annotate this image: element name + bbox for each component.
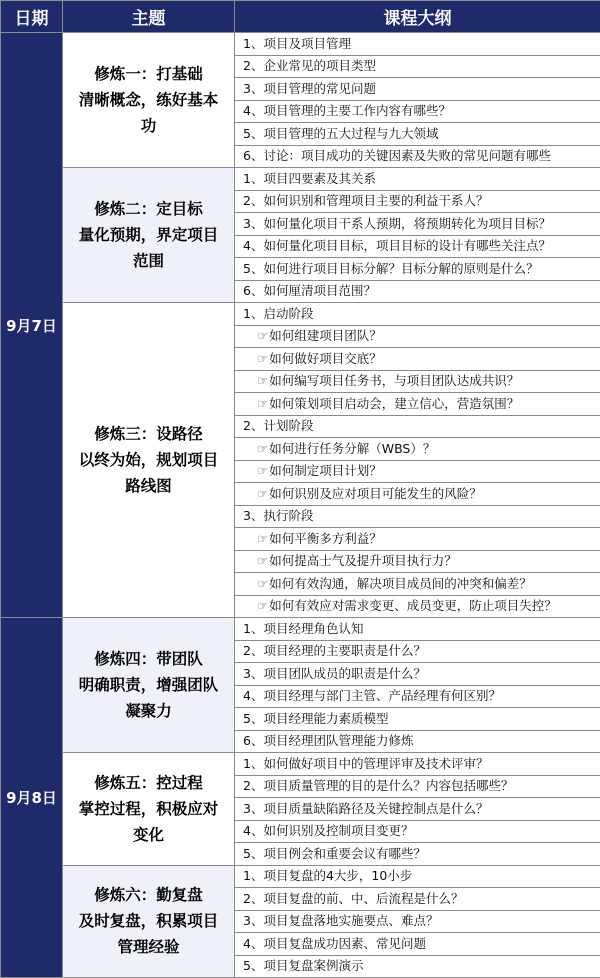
outline-item-text: 如何组建项目团队？ — [269, 328, 382, 343]
outline-item-text: 如何有效沟通，解决项目成员间的冲突和偏差？ — [269, 576, 532, 591]
outline-item-text: 6、如何厘清项目范围？ — [243, 283, 376, 298]
pointing-hand-icon: ☞ — [257, 486, 268, 501]
outline-item — [235, 235, 600, 258]
outline-item — [235, 798, 600, 821]
topic-cell: 修炼四：带团队 明确职责，增强团队 凝聚力 — [63, 618, 235, 753]
outline-item-text: 3、项目团队成员的职责是什么？ — [243, 666, 426, 681]
outline-subitem — [235, 595, 600, 618]
outline-item-text: 3、项目复盘落地实施要点、难点？ — [243, 913, 438, 928]
outline-item-text: 1、启动阶段 — [243, 306, 313, 321]
outline-item — [235, 280, 600, 303]
outline-item — [235, 258, 600, 281]
outline-item — [235, 955, 600, 978]
outline-subitem — [235, 370, 600, 393]
date-cell: 9月7日 — [1, 33, 63, 618]
header-topic: 主题 — [63, 1, 235, 33]
outline-item-text: 1、如何做好项目中的管理评审及技术评审？ — [243, 756, 488, 771]
outline-subitem — [235, 573, 600, 596]
pointing-hand-icon: ☞ — [257, 328, 268, 343]
outline-item — [235, 55, 600, 78]
outline-item-text: 如何制定项目计划？ — [269, 463, 382, 478]
outline-item-text: 4、项目管理的主要工作内容有哪些？ — [243, 103, 451, 118]
pointing-hand-icon: ☞ — [257, 576, 268, 591]
table-row — [1, 33, 600, 56]
outline-item-text: 如何进行任务分解（WBS）？ — [269, 441, 435, 456]
outline-subitem — [235, 483, 600, 506]
outline-item — [235, 843, 600, 866]
outline-item-text: 5、项目管理的五大过程与九大领域 — [243, 126, 438, 141]
outline-item — [235, 618, 600, 641]
outline-item-text: 1、项目复盘的4大步，10小步 — [243, 868, 412, 883]
outline-item-text: 2、项目经理的主要职责是什么？ — [243, 643, 426, 658]
outline-item-text: 3、执行阶段 — [243, 508, 313, 523]
outline-item-text: 4、如何量化项目目标，项目目标的设计有哪些关注点？ — [243, 238, 551, 253]
outline-item-text: 如何策划项目启动会，建立信心，营造氛围？ — [269, 396, 519, 411]
outline-item — [235, 123, 600, 146]
outline-item — [235, 820, 600, 843]
table-row — [1, 753, 600, 776]
outline-item — [235, 100, 600, 123]
header-date: 日期 — [1, 1, 63, 33]
topic-cell: 修炼三：设路径 以终为始，规划项目 路线图 — [63, 303, 235, 618]
outline-item — [235, 303, 600, 326]
header-outline: 课程大纲 — [235, 1, 600, 33]
outline-item — [235, 640, 600, 663]
topic-cell: 修炼六：勤复盘 及时复盘，积累项目 管理经验 — [63, 865, 235, 978]
outline-item — [235, 708, 600, 731]
outline-item — [235, 888, 600, 911]
outline-item — [235, 168, 600, 191]
outline-item-text: 5、项目例会和重要会议有哪些？ — [243, 846, 426, 861]
outline-item-text: 6、项目经理团队管理能力修炼 — [243, 733, 413, 748]
outline-subitem — [235, 528, 600, 551]
table-body — [1, 33, 600, 978]
outline-item-text: 2、企业常见的项目类型 — [243, 58, 376, 73]
outline-item-text: 4、如何识别及控制项目变更？ — [243, 823, 413, 838]
outline-item-text: 2、如何识别和管理项目主要的利益干系人？ — [243, 193, 488, 208]
outline-item-text: 如何平衡多方利益？ — [269, 531, 382, 546]
outline-item — [235, 505, 600, 528]
topic-cell: 修炼二：定目标 量化预期，界定项目 范围 — [63, 168, 235, 303]
outline-item — [235, 78, 600, 101]
outline-item-text: 1、项目经理角色认知 — [243, 621, 363, 636]
outline-item — [235, 213, 600, 236]
outline-item-text: 4、项目复盘成功因素、常见问题 — [243, 936, 426, 951]
outline-item — [235, 415, 600, 438]
header-row — [1, 1, 600, 33]
outline-subitem — [235, 438, 600, 461]
outline-item-text: 1、项目四要素及其关系 — [243, 171, 376, 186]
table-row — [1, 303, 600, 326]
outline-item-text: 如何有效应对需求变更、成员变更，防止项目失控？ — [269, 598, 557, 613]
outline-subitem — [235, 550, 600, 573]
outline-item — [235, 145, 600, 168]
outline-item — [235, 663, 600, 686]
outline-item-text: 2、项目质量管理的目的是什么？内容包括哪些？ — [243, 778, 513, 793]
pointing-hand-icon: ☞ — [257, 531, 268, 546]
outline-item-text: 如何做好项目交底？ — [269, 351, 382, 366]
outline-item — [235, 33, 600, 56]
outline-subitem — [235, 460, 600, 483]
table-row — [1, 618, 600, 641]
outline-item-text: 1、项目及项目管理 — [243, 36, 351, 51]
outline-item-text: 2、项目复盘的前、中、后流程是什么？ — [243, 891, 463, 906]
outline-item-text: 如何提高士气及提升项目执行力？ — [269, 553, 457, 568]
outline-item-text: 2、计划阶段 — [243, 418, 313, 433]
outline-item — [235, 865, 600, 888]
outline-item — [235, 730, 600, 753]
outline-item-text: 3、项目管理的常见问题 — [243, 81, 376, 96]
outline-item-text: 6、讨论：项目成功的关键因素及失败的常见问题有哪些 — [243, 148, 551, 163]
outline-item-text: 4、项目经理与部门主管、产品经理有何区别？ — [243, 688, 501, 703]
outline-item — [235, 753, 600, 776]
outline-item — [235, 910, 600, 933]
outline-item-text: 5、项目复盘案例演示 — [243, 958, 363, 973]
pointing-hand-icon: ☞ — [257, 373, 268, 388]
pointing-hand-icon: ☞ — [257, 441, 268, 456]
topic-cell: 修炼五：控过程 掌控过程，积极应对 变化 — [63, 753, 235, 866]
pointing-hand-icon: ☞ — [257, 351, 268, 366]
outline-item — [235, 685, 600, 708]
pointing-hand-icon: ☞ — [257, 396, 268, 411]
topic-cell: 修炼一：打基础 清晰概念，练好基本 功 — [63, 33, 235, 168]
table-row — [1, 168, 600, 191]
outline-item-text: 3、如何量化项目干系人预期，将预期转化为项目目标？ — [243, 216, 551, 231]
pointing-hand-icon: ☞ — [257, 598, 268, 613]
outline-item-text: 3、项目质量缺陷路径及关键控制点是什么？ — [243, 801, 488, 816]
outline-item-text: 如何编写项目任务书，与项目团队达成共识？ — [269, 373, 519, 388]
pointing-hand-icon: ☞ — [257, 463, 268, 478]
date-cell: 9月8日 — [1, 618, 63, 978]
table-row — [1, 865, 600, 888]
outline-subitem — [235, 348, 600, 371]
outline-subitem — [235, 393, 600, 416]
pointing-hand-icon: ☞ — [257, 553, 268, 568]
outline-item-text: 如何识别及应对项目可能发生的风险？ — [269, 486, 482, 501]
outline-item-text: 5、项目经理能力素质模型 — [243, 711, 388, 726]
outline-subitem — [235, 325, 600, 348]
outline-item — [235, 190, 600, 213]
outline-item-text: 5、如何进行项目目标分解？目标分解的原则是什么？ — [243, 261, 538, 276]
outline-item — [235, 775, 600, 798]
